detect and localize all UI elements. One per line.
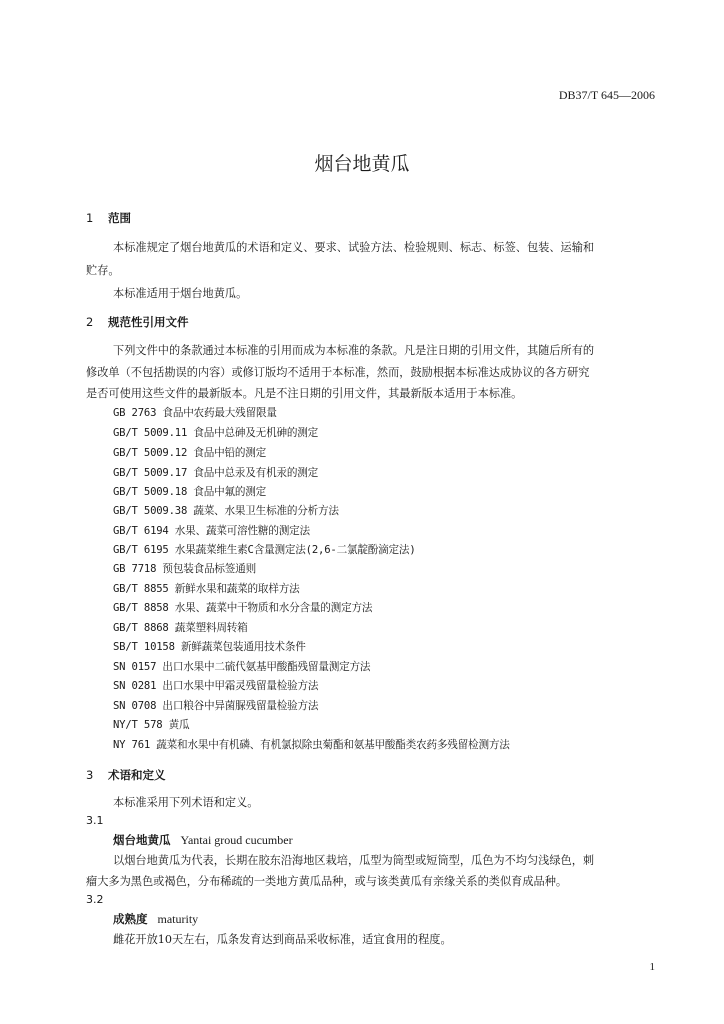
reference-item: SN 0281 出口水果中甲霜灵残留量检验方法 — [113, 680, 319, 692]
term-definition-line: 雌花开放10天左右，瓜条发育达到商品采收标准，适宜食用的程度。 — [113, 933, 452, 946]
reference-item: GB/T 6194 水果、蔬菜可溶性糖的测定法 — [113, 525, 310, 537]
reference-item: SB/T 10158 新鲜蔬菜包装通用技术条件 — [113, 641, 306, 653]
reference-item: SN 0708 出口粮谷中异菌脲残留量检验方法 — [113, 700, 319, 712]
term-number: 3.2 — [86, 893, 104, 906]
reference-item: NY 761 蔬菜和水果中有机磷、有机氯拟除虫菊酯和氨基甲酸酯类农药多残留检测方法 — [113, 739, 510, 751]
section-title: 范围 — [108, 211, 131, 225]
reference-item: SN 0157 出口水果中二硫代氨基甲酸酯残留量测定方法 — [113, 661, 371, 673]
section-title: 术语和定义 — [108, 768, 166, 782]
term-zh: 烟台地黄瓜 — [113, 833, 171, 847]
term-definition-line: 瘤大多为黑色或褐色，分布稀疏的一类地方黄瓜品种，或与该类黄瓜有亲缘关系的类似育成品种。 — [86, 875, 568, 888]
scope-applicability: 本标准适用于烟台地黄瓜。 — [113, 287, 248, 300]
section-number: 3 — [86, 768, 94, 782]
scope-paragraph-line: 贮存。 — [86, 264, 120, 277]
scope-paragraph-line: 本标准规定了烟台地黄瓜的术语和定义、要求、试验方法、检验规则、标志、标签、包装、运输和 — [113, 241, 595, 254]
reference-item: GB 7718 预包装食品标签通则 — [113, 563, 256, 575]
reference-item: GB/T 8868 蔬菜塑料周转箱 — [113, 622, 248, 634]
normative-intro-line: 是否可使用这些文件的最新版本。凡是不注日期的引用文件，其最新版本适用于本标准。 — [86, 387, 523, 400]
section-number: 1 — [86, 211, 94, 225]
normative-intro-line: 下列文件中的条款通过本标准的引用而成为本标准的条款。凡是注日期的引用文件，其随后所有的 — [113, 344, 595, 357]
reference-item: NY/T 578 黄瓜 — [113, 719, 190, 731]
document-title: 烟台地黄瓜 — [314, 153, 410, 175]
reference-item: GB/T 5009.12 食品中铅的测定 — [113, 447, 267, 459]
term-zh: 成熟度 — [113, 912, 148, 926]
reference-item: GB/T 6195 水果蔬菜维生素C含量测定法(2,6-二氯靛酚滴定法) — [113, 544, 416, 556]
reference-item: GB/T 5009.18 食品中氟的测定 — [113, 486, 267, 498]
section-number: 2 — [86, 315, 94, 329]
standard-code: DB37/T 645—2006 — [558, 88, 655, 102]
reference-item: GB/T 5009.38 蔬菜、水果卫生标准的分析方法 — [113, 505, 339, 517]
term-number: 3.1 — [86, 814, 104, 827]
term-heading — [113, 911, 198, 927]
section-title: 规范性引用文件 — [108, 315, 189, 329]
term-en: maturity — [157, 912, 199, 926]
term-definition-line: 以烟台地黄瓜为代表，长期在胶东沿海地区栽培，瓜型为筒型或短筒型，瓜色为不均匀浅绿色，刺 — [113, 854, 595, 867]
page-number: 1 — [649, 961, 655, 973]
terms-intro: 本标准采用下列术语和定义。 — [113, 796, 259, 809]
normative-intro-line: 修改单（不包括勘误的内容）或修订版均不适用于本标准，然而，鼓励根据本标准达成协议的各方研究 — [86, 366, 590, 379]
reference-item: GB/T 8855 新鲜水果和蔬菜的取样方法 — [113, 583, 300, 595]
term-heading — [113, 832, 293, 848]
section-heading-normative — [86, 314, 189, 330]
section-heading-scope — [86, 210, 131, 226]
section-heading-terms — [86, 767, 166, 783]
reference-item: GB/T 8858 水果、蔬菜中干物质和水分含量的测定方法 — [113, 602, 373, 614]
reference-item: GB/T 5009.11 食品中总砷及无机砷的测定 — [113, 427, 319, 439]
reference-item: GB/T 5009.17 食品中总汞及有机汞的测定 — [113, 467, 319, 479]
reference-item: GB 2763 食品中农药最大残留限量 — [113, 407, 277, 419]
term-en: Yantai groud cucumber — [180, 833, 293, 847]
